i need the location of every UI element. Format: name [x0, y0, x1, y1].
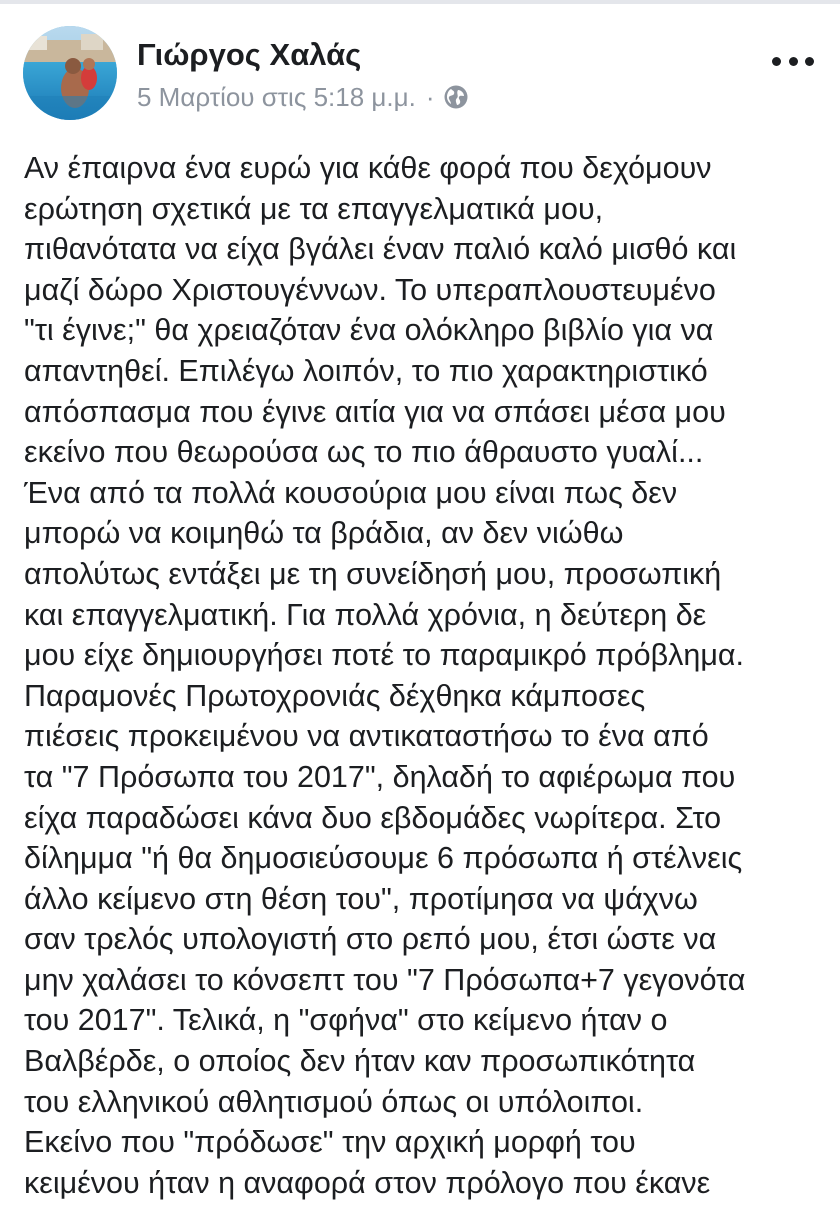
- post-text-line: του ελληνικού αθλητισμού όπως οι υπόλοιποι.: [24, 1084, 644, 1119]
- post-text-line: Ένα από τα πολλά κουσούρια μου είναι πως δεν: [24, 475, 678, 510]
- post-text-line: Βαλβέρδε, ο οποίος δεν ήταν καν προσωπικότητα: [24, 1044, 696, 1079]
- post-text-line: του 2017". Τελικά, η "σφήνα" στο κείμενο ήταν ο: [24, 1003, 668, 1038]
- post-text-line: και επαγγελματική. Για πολλά χρόνια, η δεύτερη δε: [24, 597, 707, 632]
- post-text-line: δίλημμα "ή θα δημοσιεύσουμε 6 πρόσωπα ή στέλνεις: [24, 841, 743, 876]
- post-text-line: απολύτως εντάξει με τη συνείδησή μου, προσωπική: [24, 556, 722, 591]
- post-body: [24, 148, 840, 1203]
- meta-separator: ·: [425, 81, 435, 112]
- more-dot: [772, 57, 781, 66]
- post-text-line: απόσπασμα που έγινε αιτία για να σπάσει μέσα μου: [24, 394, 726, 429]
- post-text-line: μπορώ να κοιμηθώ τα βράδια, αν δεν νιώθω: [24, 516, 624, 551]
- post-text-line: πιέσεις προκειμένου να αντικαταστήσω το ένα από: [24, 719, 709, 754]
- post-text-line: πιθανότατα να είχα βγάλει έναν παλιό καλό μισθό και: [24, 232, 737, 267]
- post-text-line: μου είχε δημιουργήσει ποτέ το παραμικρό πρόβλημα.: [24, 638, 745, 673]
- post-text-line: Αν έπαιρνα ένα ευρώ για κάθε φορά που δεχόμουν: [24, 151, 712, 185]
- post-text-line: είχα παραδώσει κάνα δυο εβδομάδες νωρίτερα. Στο: [24, 800, 722, 835]
- post-meta: [137, 81, 469, 113]
- post-text-line: άλλο κείμενο στη θέση του", προτίμησα να ψάχνω: [24, 881, 698, 916]
- post-header: [0, 0, 840, 140]
- post-text-line: μαζί δώρο Χριστουγέννων. Το υπεραπλουστευμένο: [24, 272, 716, 307]
- post-text-line: κειμένου ήταν η αναφορά στον πρόλογο που έκανε: [24, 1165, 711, 1200]
- avatar[interactable]: [23, 26, 117, 120]
- post-text-line: "τι έγινε;" θα χρειαζόταν ένα ολόκληρο βιβλίο για να: [24, 313, 714, 348]
- post-text-line: Παραμονές Πρωτοχρονιάς δέχθηκα κάμποσες: [24, 678, 646, 713]
- post-text-line: εκείνο που θεωρούσα ως το πιο άθραυστο γυαλί...: [24, 435, 704, 470]
- post-text-line: σαν τρελός υπολογιστή στο ρεπό μου, έτσι ώστε να: [24, 922, 717, 957]
- author-name[interactable]: Γιώργος Χαλάς: [137, 37, 362, 72]
- post-text-line: τα "7 Πρόσωπα του 2017", δηλαδή το αφιέρωμα που: [24, 759, 736, 794]
- more-dot: [789, 57, 798, 66]
- post-text-line: μην χαλάσει το κόνσεπτ του "7 Πρόσωπα+7 γεγονότα: [24, 962, 746, 997]
- more-dot: [805, 57, 814, 66]
- post-text-line: ερώτηση σχετικά με τα επαγγελματικά μου,: [24, 191, 604, 226]
- post-text-line: Εκείνο που "πρόδωσε" την αρχική μορφή του: [24, 1125, 636, 1160]
- post-text-line: απαντηθεί. Επιλέγω λοιπόν, το πιο χαρακτηριστικό: [24, 353, 708, 388]
- globe-icon[interactable]: [443, 84, 469, 110]
- avatar-photo-icon: [23, 26, 117, 120]
- post-timestamp[interactable]: 5 Μαρτίου στις 5:18 μ.μ.: [137, 81, 416, 112]
- more-options-icon[interactable]: [772, 48, 814, 74]
